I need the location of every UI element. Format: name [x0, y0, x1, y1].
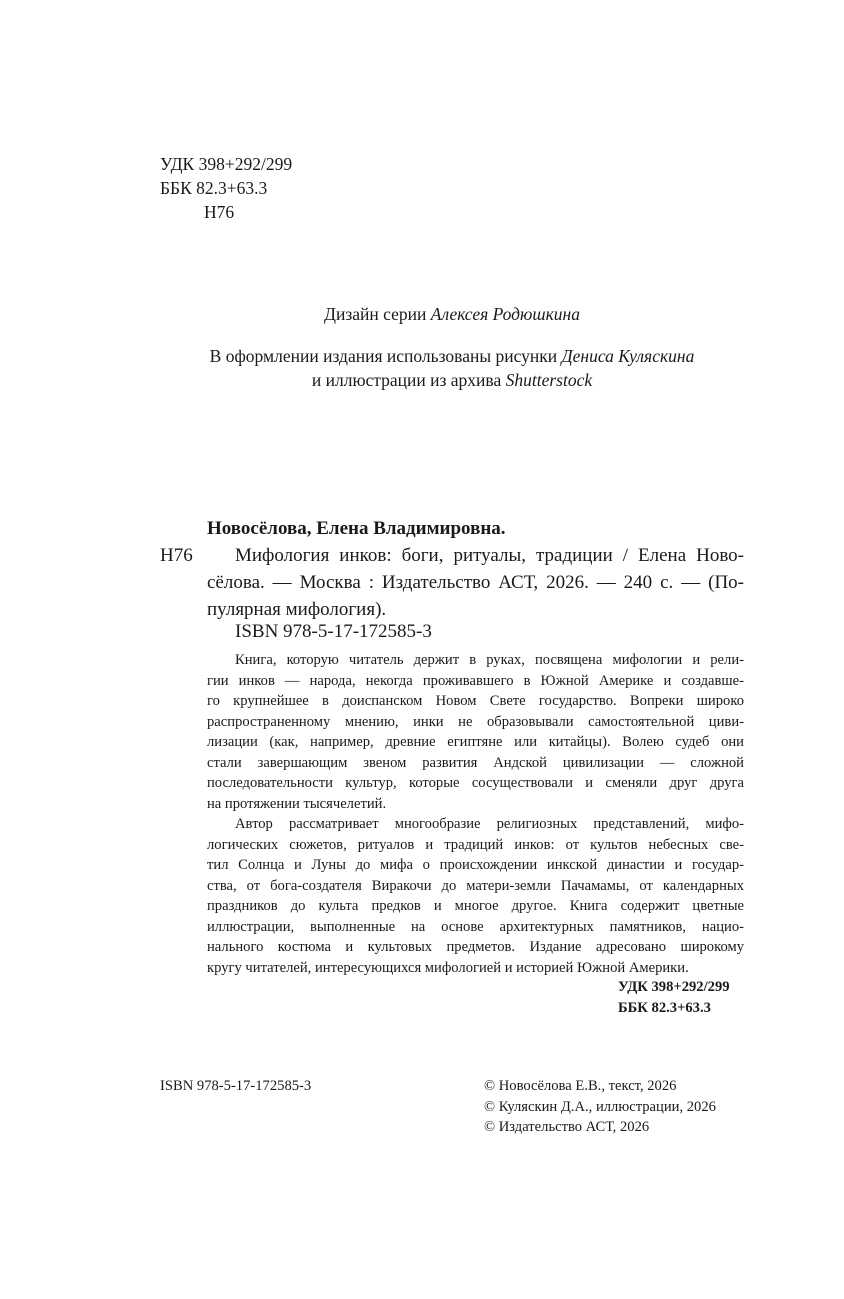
bbk-code: ББК 82.3+63.3: [160, 178, 268, 198]
annotation-line: гии инков — народа, некогда проживавшего в Южной Америке и создавше-: [207, 672, 744, 689]
record-isbn-text: ISBN 978-5-17-172585-3: [235, 621, 432, 642]
footer-isbn: [160, 1076, 311, 1097]
title-line: сёлова. — Москва : Издательство АСТ, 2026. — 240 с. — (По-: [207, 572, 744, 593]
copyright-line: © Издательство АСТ, 2026: [484, 1119, 650, 1135]
annotation-bbk: ББК 82.3+63.3: [618, 999, 711, 1016]
annotation-line: Автор рассматривает многообразие религиозных представлений, мифо-: [235, 816, 744, 832]
record-author-mark-text: Н76: [160, 545, 193, 566]
annotation-line: на протяжении тысячелетий.: [207, 795, 387, 812]
series-design-prefix: Дизайн серии: [324, 304, 431, 324]
annotation-line: кругу читателей, интересующихся мифологией и историей Южной Америки.: [207, 959, 689, 976]
illustrator-name: Дениса Куляскина: [561, 346, 695, 366]
record-title: [207, 542, 744, 623]
annotation-line: го крупнейшее в доиспанском Новом Свете государство. Вопреки широко: [207, 693, 744, 709]
annotation-codes: [560, 977, 744, 1018]
annotation-line: распространенному мнению, инки не образовывали самостоятельной циви-: [207, 713, 744, 730]
record-author-mark: [160, 542, 193, 569]
author-mark: Н76: [204, 202, 235, 222]
annotation-paragraph-1: [207, 650, 744, 814]
annotation-line: лизации (как, например, древние египтяне или китайцы). Волею судеб они: [207, 734, 744, 750]
classification-block: [160, 152, 292, 224]
title-line: пулярная мифология).: [207, 599, 387, 620]
annotation-line: логических сюжетов, ритуалов и традиций инков: от культов небесных све-: [207, 836, 744, 853]
annotation-line: ства, от бога-создателя Виракочи до матери-земли Пачамамы, от календарных: [207, 877, 744, 894]
annotation-line: иллюстрации, выполненные на основе архитектурных памятников, нацио-: [207, 918, 744, 935]
illustrations-prefix: В оформлении издания использованы рисунки: [209, 346, 562, 366]
author-heading-text: Новосёлова, Елена Владимировна.: [207, 518, 506, 539]
archive-name: Shutterstock: [505, 370, 593, 390]
udk-code: УДК 398+292/299: [160, 154, 293, 174]
archive-prefix: и иллюстрации из архива: [311, 370, 506, 390]
annotation-line: стали завершающим звеном развития Андской цивилизации — сложной: [207, 754, 744, 771]
author-heading: [207, 515, 506, 542]
footer-isbn-text: ISBN 978-5-17-172585-3: [160, 1078, 312, 1094]
annotation-line: нального костюма и культовых предметов. Издание адресовано широкому: [207, 939, 744, 955]
title-line: Мифология инков: боги, ритуалы, традиции / Елена Ново-: [235, 545, 744, 566]
illustrations-credit: [0, 344, 844, 392]
series-designer-name: Алексея Родюшкина: [430, 304, 580, 324]
annotation-line: Книга, которую читатель держит в руках, посвящена мифологии и рели-: [235, 652, 744, 668]
copyright-line: © Куляскин Д.А., иллюстрации, 2026: [484, 1098, 716, 1115]
annotation-udk: УДК 398+292/299: [618, 979, 730, 995]
annotation-line: последовательности культур, которые сосуществовали и сменяли друг друга: [207, 775, 744, 791]
annotation-paragraph-2: [207, 814, 744, 978]
copyright-line: © Новосёлова Е.В., текст, 2026: [484, 1078, 677, 1094]
record-isbn: [235, 618, 432, 645]
annotation-line: тил Солнца и Луны до мифа о происхождении инкской династии и государ-: [207, 857, 744, 873]
annotation-line: праздников до культа предков и многое другое. Книга содержит цветные: [207, 898, 744, 914]
series-design-credit: [0, 302, 844, 326]
copyright-block: [484, 1076, 716, 1138]
